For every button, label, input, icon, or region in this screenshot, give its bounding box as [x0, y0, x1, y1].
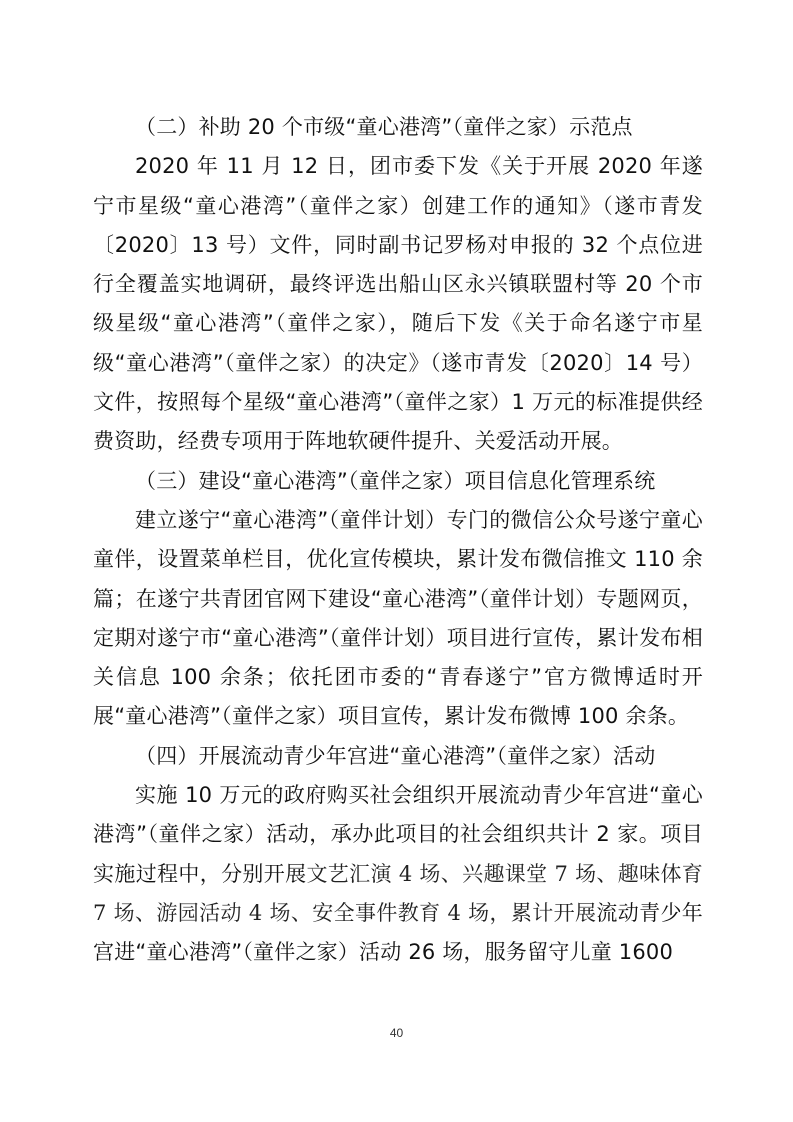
paragraph-3-part-1: 实施 10 万元的政府购买社会组织开展流动青少年宫进“童心港湾”（童伴之家）活动，承办此项目的社会组织共计 2 家。项目实施过程中，分别开展 — [93, 783, 703, 886]
paragraph-3 — [93, 776, 703, 972]
section-heading-3: （三）建设“童心港湾”（童伴之家）项目信息化管理系统 — [135, 468, 656, 493]
document-body — [93, 108, 703, 973]
section-heading-2: （二）补助 20 个市级“童心港湾”（童伴之家）示范点 — [135, 115, 633, 139]
section-heading-4: （四）开展流动青少年宫进“童心港湾”（童伴之家）活动 — [135, 743, 656, 768]
paragraph-1: 2020 年 11 月 12 日，团市委下发《关于开展 2020 年遂宁市星级“童心港湾”（童伴之家）创建工作的通知》（遂市青发〔2020〕13 号）文件，同时副书记罗杨对申报的 32 个点位进行全覆盖实地调研，最终评选出船山区永兴镇联盟村等 20 个市级星级“童心港湾”（童伴之家），随后下发《关于命名遂宁市星级“童心港湾”（童伴之家）的决定》（遂市青发〔2020〕14 号）文件，按照每个星级“童心港湾”（童伴之家）1 万元的标准提供经费资助，经费专项用于阵地软硬件提升、关爱活动开展。 — [93, 154, 703, 454]
paragraph-3-part-2: 文艺汇演 4 场、兴趣课堂 7 场、趣味体育 7 场、游园活动 4 场、安全事件教育 4 场，累计开展 — [93, 861, 703, 925]
page-number: 40 — [389, 1026, 404, 1040]
paragraph-2: 建立遂宁“童心港湾”（童伴计划）专门的微信公众号遂宁童心童伴，设置菜单栏目，优化宣传模块，累计发布微信推文 110 余篇；在遂宁共青团官网下建设“童心港湾”（童伴计划）专题网页，定期对遂宁市“童心港湾”（童伴计划）项目进行宣传，累计发布相关信息 100 余条；依托团市委的“青春遂宁”官方微博适时开展“童心港湾”（童伴之家）项目宣传，累计发布微博 100 余条。 — [93, 507, 703, 729]
paragraph-3-part-3: 流动青少年宫进“童心港湾”（童伴之家）活动 26 场，服务留守儿童 1600 — [93, 900, 704, 965]
